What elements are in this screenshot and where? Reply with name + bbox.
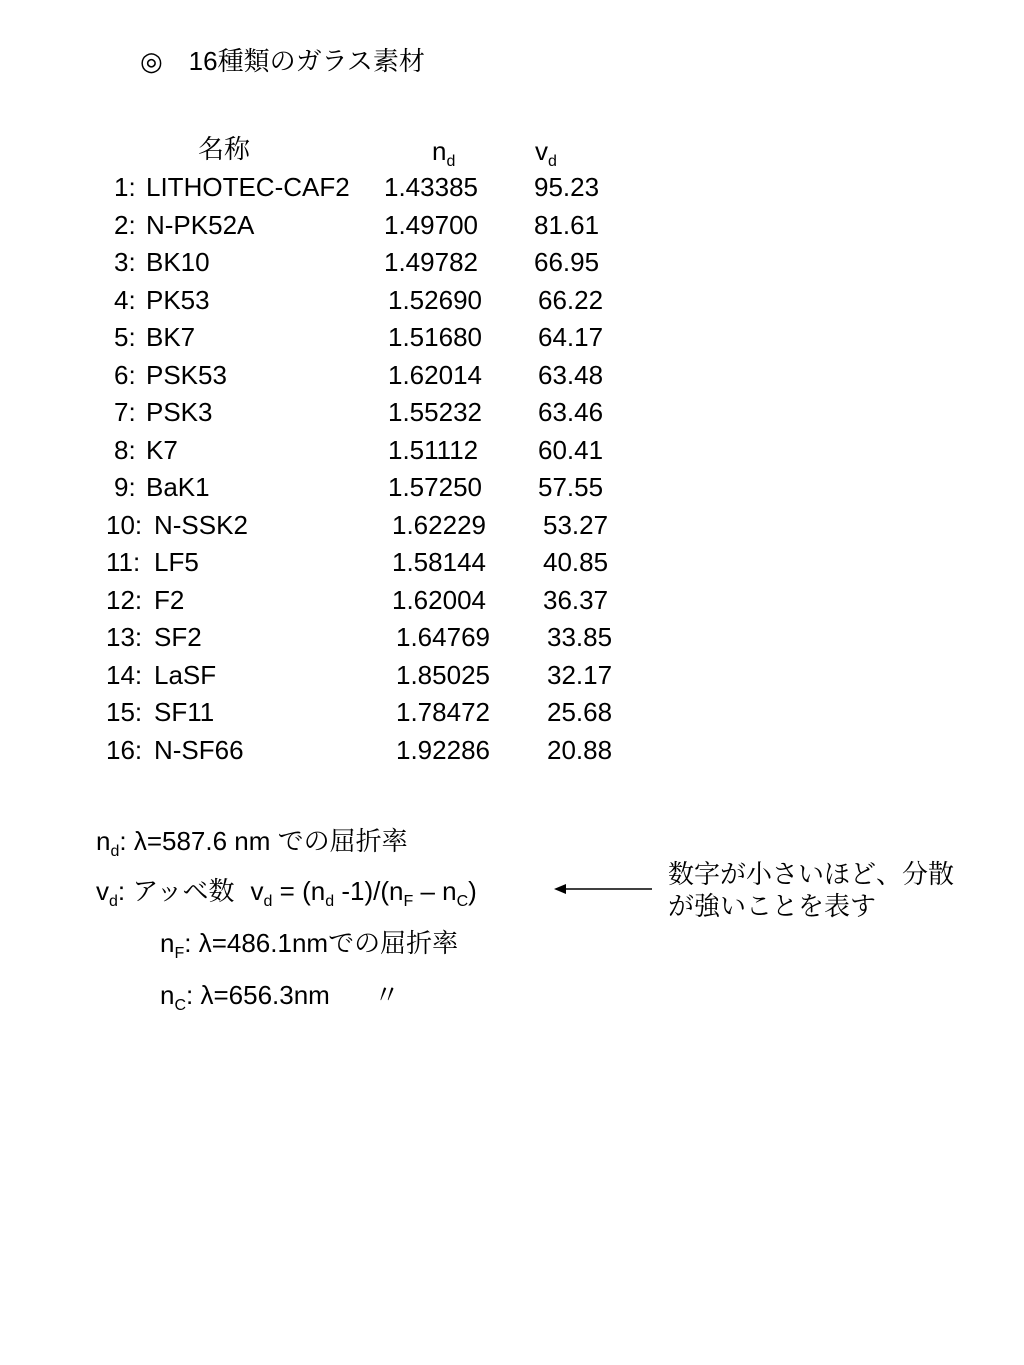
refractive-index-nd: 1.51112 bbox=[388, 434, 479, 465]
header-vd-base: v bbox=[535, 136, 548, 166]
arrow-left-icon bbox=[554, 880, 654, 898]
abbe-number-vd: 66.22 bbox=[538, 284, 604, 315]
callout-line-2: が強いことを表す bbox=[668, 891, 877, 921]
row-number: 8: bbox=[114, 434, 136, 465]
refractive-index-nd: 1.49782 bbox=[384, 247, 478, 277]
note-nd-symbol: n bbox=[96, 826, 111, 856]
row-number: 1: bbox=[114, 172, 136, 202]
abbe-number-vd: 20.88 bbox=[547, 734, 613, 765]
refractive-index-nd: 1.62004 bbox=[392, 584, 486, 615]
row-number: 12: bbox=[106, 584, 143, 615]
header-vd bbox=[535, 138, 557, 170]
row-number: 4: bbox=[114, 284, 136, 315]
abbe-number-vd: 57.55 bbox=[538, 472, 604, 502]
glass-name: LITHOTEC-CAF2 bbox=[146, 172, 350, 202]
row-number: 7: bbox=[114, 397, 136, 427]
refractive-index-nd: 1.57250 bbox=[388, 472, 482, 502]
note-nd-text: : λ=587.6 nm での屈折率 bbox=[119, 826, 408, 856]
row-number: 2: bbox=[114, 209, 136, 240]
header-name: 名称 bbox=[198, 134, 251, 164]
row-number: 6: bbox=[114, 359, 136, 390]
table-row bbox=[106, 510, 626, 540]
header-nd-base: n bbox=[432, 136, 447, 166]
glass-name: SF11 bbox=[154, 697, 215, 727]
note-nf-sub: F bbox=[174, 945, 185, 962]
row-number: 5: bbox=[114, 322, 136, 352]
table-row bbox=[114, 285, 634, 315]
glass-name: N-SSK2 bbox=[154, 509, 248, 540]
glass-name: SF2 bbox=[154, 622, 202, 652]
note-vd-label: : アッベ数 bbox=[117, 876, 235, 906]
glass-name: BK10 bbox=[146, 247, 210, 277]
abbe-number-vd: 64.17 bbox=[538, 322, 604, 352]
table-row bbox=[106, 622, 626, 652]
abbe-number-vd: 40.85 bbox=[543, 547, 609, 577]
table-row bbox=[114, 472, 634, 502]
refractive-index-nd: 1.51680 bbox=[388, 322, 482, 352]
abbe-number-vd: 95.23 bbox=[534, 172, 600, 202]
note-vd bbox=[96, 878, 477, 910]
refractive-index-nd: 1.64769 bbox=[396, 622, 490, 652]
note-nc-text: : λ=656.3nm bbox=[186, 980, 330, 1010]
table-row bbox=[114, 172, 634, 202]
abbe-formula: $v_d = (n_d$ $-1)/(n_F - n_C)$ bbox=[250, 876, 477, 910]
glass-name: LaSF bbox=[154, 659, 217, 690]
table-row bbox=[106, 697, 626, 727]
glass-name: K7 bbox=[146, 434, 178, 465]
note-nd-sub: d bbox=[110, 843, 120, 860]
callout-line-1: 数字が小さいほど、分散 bbox=[668, 859, 955, 889]
abbe-number-vd: 33.85 bbox=[547, 622, 613, 652]
table-row bbox=[114, 210, 634, 240]
abbe-number-vd: 66.95 bbox=[534, 247, 600, 277]
abbe-number-vd: 53.27 bbox=[543, 509, 609, 540]
row-number: 10: bbox=[106, 509, 143, 540]
table-row bbox=[106, 547, 626, 577]
table-row bbox=[106, 735, 626, 765]
table-row bbox=[114, 397, 634, 427]
glass-name: N-PK52A bbox=[146, 209, 255, 240]
glass-name: PK53 bbox=[146, 284, 210, 315]
note-nc bbox=[160, 982, 400, 1014]
abbe-number-vd: 60.41 bbox=[538, 434, 604, 465]
header-nd-sub: d bbox=[446, 153, 456, 170]
row-number: 13: bbox=[106, 622, 143, 652]
note-nc-sub: C bbox=[174, 997, 187, 1014]
refractive-index-nd: 1.55232 bbox=[388, 397, 482, 427]
row-number: 3: bbox=[114, 247, 136, 277]
header-vd-sub: d bbox=[548, 153, 557, 170]
row-number: 16: bbox=[106, 734, 143, 765]
note-nf bbox=[160, 930, 458, 962]
glass-name: LF5 bbox=[154, 547, 199, 577]
refractive-index-nd: 1.62229 bbox=[392, 509, 486, 540]
table-row bbox=[114, 322, 634, 352]
glass-name: BK7 bbox=[146, 322, 196, 352]
table-row bbox=[106, 660, 626, 690]
note-vd-sub: d bbox=[109, 893, 118, 910]
header-nd bbox=[432, 138, 455, 170]
table-row bbox=[114, 360, 634, 390]
refractive-index-nd: 1.43385 bbox=[384, 172, 478, 202]
page-title: ◎ 16種類のガラス素材 bbox=[140, 46, 425, 76]
callout-note bbox=[668, 858, 954, 922]
ditto-mark: 〃 bbox=[373, 980, 400, 1010]
note-nc-symbol: n bbox=[160, 980, 175, 1010]
abbe-number-vd: 81.61 bbox=[534, 209, 600, 240]
glass-name: F2 bbox=[154, 584, 185, 615]
abbe-number-vd: 32.17 bbox=[547, 659, 613, 690]
row-number: 15: bbox=[106, 697, 143, 727]
abbe-number-vd: 63.46 bbox=[538, 397, 604, 427]
glass-name: N-SF66 bbox=[154, 734, 244, 765]
refractive-index-nd: 1.92286 bbox=[396, 734, 490, 765]
refractive-index-nd: 1.78472 bbox=[396, 697, 490, 727]
note-nf-symbol: n bbox=[160, 928, 175, 958]
refractive-index-nd: 1.58144 bbox=[392, 547, 486, 577]
note-vd-symbol: v bbox=[96, 876, 109, 906]
abbe-number-vd: 36.37 bbox=[543, 584, 609, 615]
refractive-index-nd: 1.49700 bbox=[384, 209, 478, 240]
refractive-index-nd: 1.62014 bbox=[388, 359, 482, 390]
row-number: 9: bbox=[114, 472, 136, 502]
glass-name: PSK53 bbox=[146, 359, 227, 390]
table-row bbox=[114, 247, 634, 277]
refractive-index-nd: 1.85025 bbox=[396, 659, 490, 690]
row-number: 11: bbox=[106, 547, 141, 577]
table-row bbox=[114, 435, 634, 465]
refractive-index-nd: 1.52690 bbox=[388, 284, 482, 315]
glass-name: BaK1 bbox=[146, 472, 210, 502]
glass-name: PSK3 bbox=[146, 397, 213, 427]
row-number: 14: bbox=[106, 659, 143, 690]
table-row bbox=[106, 585, 626, 615]
abbe-number-vd: 63.48 bbox=[538, 359, 604, 390]
note-nf-text: : λ=486.1nmでの屈折率 bbox=[184, 928, 459, 958]
note-nd bbox=[96, 828, 408, 860]
abbe-number-vd: 25.68 bbox=[547, 697, 613, 727]
